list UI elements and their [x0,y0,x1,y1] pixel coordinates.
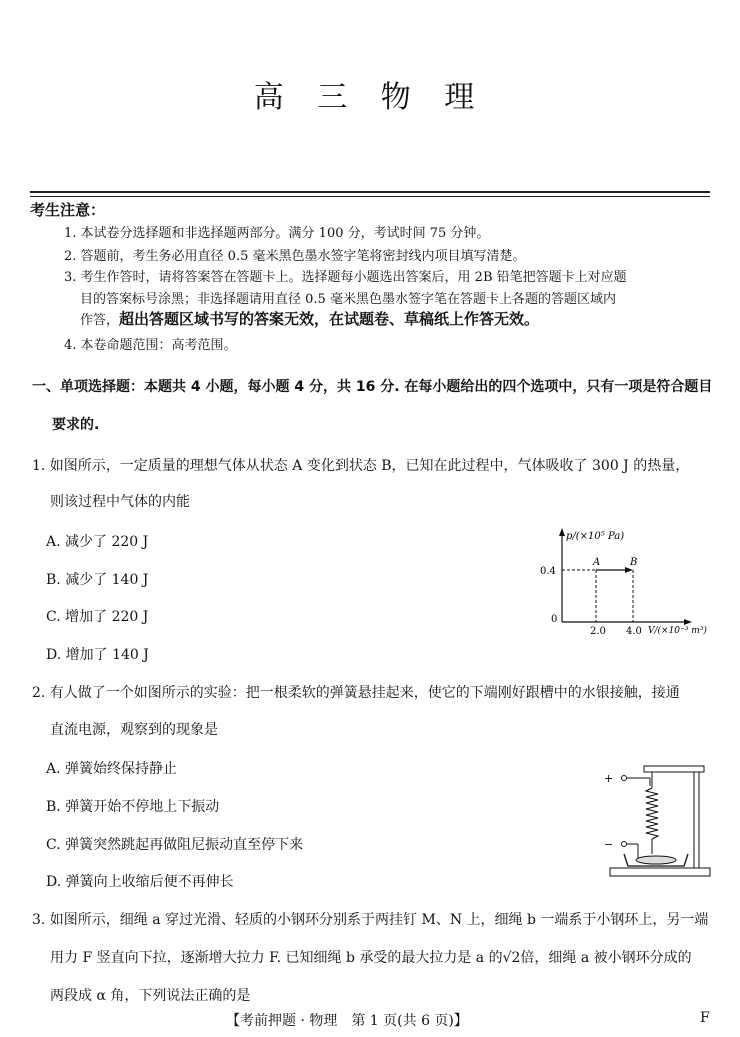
page-title: 高 三 物 理 [253,80,487,115]
point-a-label: A [593,557,601,568]
base-plate [610,868,710,876]
q1-option-a: A. 减少了 220 J [46,534,149,550]
mercury [636,856,676,864]
stand-pole [694,768,699,870]
x-tick-label-1: 2.0 [590,626,606,637]
notice-item-1: 1. 本试卷分选择题和非选择题两部分。满分 100 分，考试时间 75 分钟。 [64,226,490,241]
q3-stem: 3. 如图所示，细绳 a 穿过光滑、轻质的小钢环分别系于两挂钉 M、N 上，细绳 b 一端系于小钢环上，另一端 [32,912,709,928]
notice-item-3-prefix: 作答， [80,313,120,328]
q2-stem: 2. 有人做了一个如图所示的实验：把一根柔软的弹簧悬挂起来，使它的下端刚好跟槽中的水银接触，接通 [32,685,680,701]
section-heading-cont: 要求的. [52,417,100,433]
x-axis-label: V/(×10⁻³ m³) [648,626,707,636]
spring [646,788,658,839]
plus-terminal [622,776,627,781]
y-axis-label: p/(×10⁵ Pa) [566,531,625,542]
notice-item-2: 2. 答题前，考生务必用直径 0.5 毫米黑色墨水签字笔将密封线内项目填写清楚。 [64,249,526,264]
q1-option-d: D. 增加了 140 J [46,647,149,663]
q3-stem-cont: 用力 F 竖直向下拉，逐渐增大拉力 F. 已知细绳 b 承受的最大拉力是 a 的√2倍，细绳 a 被小钢环分成的 [50,950,692,966]
notice-warning: 超出答题区域书写的答案无效，在试题卷、草稿纸上作答无效。 [119,310,540,328]
point-b-label: B [630,557,638,568]
notice-item-3-cont2 [80,308,539,329]
q3-stem-cont2: 两段成 α 角，下列说法正确的是 [50,988,251,1004]
notice-item-3-cont: 目的答案标号涂黑；非选择题请用直径 0.5 毫米黑色墨水签字笔在答题卡上各题的答题区域内 [80,292,616,307]
q2-option-a: A. 弹簧始终保持静止 [46,761,178,777]
x-axis-arrow [684,619,692,625]
section-heading: 一、单项选择题：本题共 4 小题，每小题 4 分，共 16 分. 在每小题给出的四个选项中，只有一项是符合题目 [32,379,713,395]
minus-terminal [622,842,627,847]
y-axis-arrow [559,528,565,536]
q1-stem-cont: 则该过程中气体的内能 [50,494,190,510]
q1-option-c: C. 增加了 220 J [46,609,149,625]
q1-option-b: B. 减少了 140 J [46,572,149,588]
stand-arm [644,766,704,772]
q2-option-b: B. 弹簧开始不停地上下振动 [46,799,220,815]
x-tick-label-2: 4.0 [626,626,642,637]
notice-item-3: 3. 考生作答时，请将答案答在答题卡上。选择题每小题选出答案后，用 2B 铅笔把答题卡上对应题 [64,270,627,285]
minus-terminal-label: − [604,838,614,851]
pv-graph [530,522,720,637]
top-rule [30,191,710,193]
footer-code: F [700,1010,710,1026]
spring-apparatus [600,758,720,888]
notice-title: 考生注意： [30,201,106,219]
footer-text: 【考前押题 · 物理 第 1 页(共 6 页)】 [226,1013,468,1029]
q2-option-d: D. 弹簧向上收缩后便不再伸长 [46,874,234,890]
q2-stem-cont: 直流电源，观察到的现象是 [50,722,218,738]
top-rule-thin [30,196,710,197]
q1-stem: 1. 如图所示，一定质量的理想气体从状态 A 变化到状态 B，已知在此过程中，气体吸收了 300 J 的热量， [32,458,690,474]
y-tick-label: 0.4 [540,566,556,577]
origin-label: 0 [551,614,558,625]
notice-item-4: 4. 本卷命题范围：高考范围。 [64,338,237,353]
plus-terminal-label: + [604,772,614,785]
q2-option-c: C. 弹簧突然跳起再做阻尼振动直至停下来 [46,837,304,853]
